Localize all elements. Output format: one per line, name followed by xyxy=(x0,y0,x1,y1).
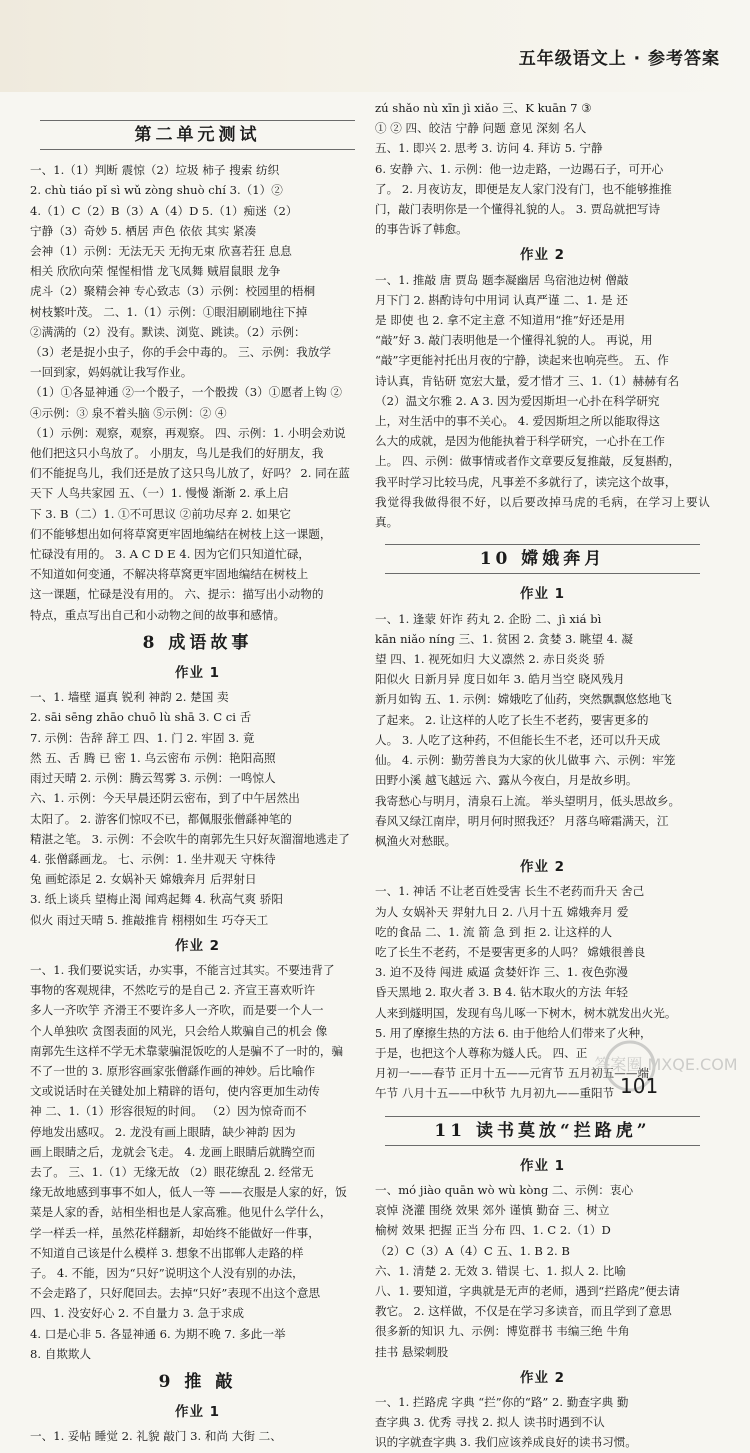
answer-line: 4.（1）C（2）B（3）A（4）D 5.（1）痴迷（2） xyxy=(30,203,298,218)
answer-line: 缘无故地感到事事不如人，低人一等 ——衣服是人家的好，饭 xyxy=(30,1185,347,1200)
answer-line: 忙碌没有用的。 3. A C D E 4. 因为它们只知道忙碌， xyxy=(30,547,311,562)
answer-line: 我寄愁心与明月，清泉石上流。 举头望明月，低头思故乡。 xyxy=(375,793,681,808)
answer-line: 四、1. 没安好心 2. 不自量力 3. 急于求成 xyxy=(30,1306,244,1321)
answer-line: 上。 四、示例：做事情或者作文章要反复推敲，反复斟酌， xyxy=(375,454,681,469)
watermark-text: 答案圈 MXQE.COM xyxy=(594,1055,738,1074)
unit10-hw1-answers xyxy=(375,609,710,851)
answer-line: 为人 女娲补天 羿射九日 2. 八月十五 嫦娥奔月 爱 xyxy=(375,904,629,919)
unit9-hw1-title: 作业 1 xyxy=(174,1404,221,1421)
answer-line: 会神（1）示例：无法无天 无拘无束 欣喜若狂 息息 xyxy=(30,244,292,259)
answer-line: 很多新的知识 九、示例：博览群书 韦编三绝 牛角 xyxy=(375,1324,630,1339)
answer-line: 们不能够想出如何将草窝更牢固地编结在树枝上这一课题， xyxy=(30,526,332,541)
answer-line: 事物的客观规律，不然吃亏的是自己 2. 齐宣王喜欢听许 xyxy=(30,983,316,998)
unit11-hw1-answers xyxy=(375,1180,710,1362)
answer-line: 月下门 2. 斟酌诗句中用词 认真严谨 二、1. 是 还 xyxy=(375,292,628,307)
answer-line: 我平时学习比较马虎，凡事差不多就行了，读完这个故事， xyxy=(375,474,677,489)
page-header: 五年级语文上 · 参考答案 xyxy=(518,49,720,69)
answer-line: 多人一齐吹竽 齐滑王不要许多人一齐吹，而是要一个人一 xyxy=(30,1003,324,1018)
answer-line: 昏天黑地 2. 取火者 3. B 4. 钻木取火的方法 年轻 xyxy=(375,985,629,1000)
answer-line: 了。 2. 月夜访友，即便是友人家门没有门，也不能够推推 xyxy=(375,181,672,196)
answer-line: 一、1. 逢蒙 奸诈 药丸 2. 企盼 二、jì xiá bì xyxy=(375,611,602,626)
answer-line: 树枝繁叶茂。 二、1.（1）示例：①眼泪刷刷地往下掉 xyxy=(30,304,308,319)
unit10-hw2-title: 作业 2 xyxy=(519,859,566,876)
answer-line: 新月如钩 五、1. 示例：嫦娥吃了仙药，突然飘飘悠悠地飞 xyxy=(375,692,672,707)
answer-line: 4. 口是心非 5. 各显神通 6. 为期不晚 7. 多此一举 xyxy=(30,1326,286,1341)
answer-line: 于是，也把这个人尊称为燧人氏。 四、正 xyxy=(375,1045,588,1060)
answer-line: （2）C（3）A（4）C 五、1. B 2. B xyxy=(375,1243,570,1258)
answer-line: 这一课题，忙碌是没有用的。 六、提示：描写出小动物的 xyxy=(30,587,324,602)
answer-line: 天下 人鸟共家园 五、（一）1. 慢慢 渐渐 2. 承上启 xyxy=(30,486,289,501)
answer-line: 一、mó jiào quān wò wù kòng 二、示例：衷心 xyxy=(375,1182,634,1197)
answer-line: 挂书 悬梁刺股 xyxy=(375,1344,449,1359)
answer-line: 不会走路了，只好爬回去。去掉“只好”表现不出这个意思 xyxy=(30,1286,321,1301)
right-column xyxy=(375,98,710,1453)
answer-line: 一、1. 我们要说实话，办实事，不能言过其实。不要违背了 xyxy=(30,962,335,977)
answer-line: 是 即使 也 2. 拿不定主意 不知道用“推”好还是用 xyxy=(375,313,626,328)
unit8-hw1-title: 作业 1 xyxy=(174,665,221,682)
unit8-hw2-answers xyxy=(30,960,365,1364)
answer-line: 吃的食品 二、1. 流 箭 急 到 拒 2. 让这样的人 xyxy=(375,924,613,939)
answer-line: 仙。 4. 示例：勤劳善良为大家的伙儿做事 六、示例：牢笼 xyxy=(375,753,676,768)
answer-line: 午节 八月十五——中秋节 九月初九——重阳节 xyxy=(375,1086,615,1101)
answer-line: 兔 画蛇添足 2. 女娲补天 嫦娥奔月 后羿射日 xyxy=(30,872,257,887)
answer-line: 雨过天晴 2. 示例：腾云驾雾 3. 示例：一鸣惊人 xyxy=(30,771,276,786)
answer-line: 枫渔火对愁眠。 xyxy=(375,833,457,848)
answer-line: 识的字就查字典 3. 我们应该养成良好的读书习惯。 xyxy=(375,1435,637,1450)
answer-line: 一、1. 墙壁 逼真 锐利 神韵 2. 楚国 卖 xyxy=(30,690,229,705)
answer-line: 六、1. 示例：今天早晨还阴云密布，到了中午居然出 xyxy=(30,791,300,806)
answer-line: 南郭先生这样不学无术靠蒙骗混饭吃的人是骗不了一时的，骗 xyxy=(30,1043,344,1058)
answer-line: zú shǎo nù xīn jì xiǎo 三、K kuān 7 ③ xyxy=(375,101,592,115)
unit2-title: 第二单元测试 xyxy=(40,120,355,150)
answer-line: 菜是人家的香，站相坐相也是人家高雅。他见什么学什么， xyxy=(30,1205,332,1220)
answer-line: ②满满的（2）没有。默读、浏览、跳读。（2）示例： xyxy=(30,324,306,339)
answer-line: 文或说话时在关键处加上精辟的语句，使内容更加生动传 xyxy=(30,1084,320,1099)
answer-line: 精湛之笔。 3. 示例：不会吹牛的南郭先生只好灰溜溜地逃走了 xyxy=(30,831,350,846)
answer-line: 一回到家，妈妈就让我写作业。 xyxy=(30,365,193,380)
answer-line: 特点，重点写出自己和小动物之间的故事和感情。 xyxy=(30,607,286,622)
answer-line: 2. sāi sēng zhāo chuō lù shā 3. C ci 舌 xyxy=(30,710,252,725)
answer-line: 子。 4. 不能，因为“只好”说明这个人没有别的办法， xyxy=(30,1265,304,1280)
answer-line: 宁静（3）奇妙 5. 栖居 声色 依依 其实 紧凑 xyxy=(30,223,257,238)
page-number: 101 xyxy=(620,1074,659,1098)
answer-line: （3）老是捉小虫子，你的手会中毒的。 三、示例：我放学 xyxy=(30,345,331,360)
answer-line: 然 五、舌 腾 已 密 1. 乌云密布 示例：艳阳高照 xyxy=(30,750,276,765)
answer-line: “敲”好 3. 敲门表明他是一个懂得礼貌的人。 再说，用 xyxy=(375,333,653,348)
answer-line: 田野小溪 越飞越远 六、露从今夜白，月是故乡明。 xyxy=(375,773,638,788)
answer-line: 一、1. 推敲 唐 贾岛 题李凝幽居 鸟宿池边树 僧敲 xyxy=(375,272,629,287)
answer-line: 上，对生活中的事不关心。 4. 爱因斯坦之所以能取得这 xyxy=(375,414,661,429)
answer-line: 望 四、1. 视死如归 大义凛然 2. 赤日炎炎 骄 xyxy=(375,652,605,667)
answer-line: 查字典 3. 优秀 寻找 2. 拟人 读书时遇到不认 xyxy=(375,1415,605,1430)
answer-line: 不知道如何变通，不解决将草窝更牢固地编结在树枝上 xyxy=(30,567,309,582)
answer-line: 人来到燧明国，发现有鸟儿啄一下树木，树木就发出火光。 xyxy=(375,1005,677,1020)
answer-line: 4. 张僧繇画龙。 七、示例：1. 坐井观天 守株待 xyxy=(30,851,276,866)
answer-line: 门，敲门表明你是一个懂得礼貌的人。 3. 贾岛就把写诗 xyxy=(375,202,661,217)
unit9-title: 9 推 敲 xyxy=(158,1371,237,1392)
unit9-hw2-answers xyxy=(375,270,710,533)
unit10-title: 10 嫦娥奔月 xyxy=(385,544,700,574)
answer-line: 下 3. B（二）1. ①不可思议 ②前功尽弃 2. 如果它 xyxy=(30,506,291,521)
answer-line: 他们把这只小鸟放了。 小朋友，鸟儿是我们的好朋友，我 xyxy=(30,446,324,461)
unit8-hw2-title: 作业 2 xyxy=(174,937,221,954)
answer-line: 画上眼睛之后，龙就会飞走。 4. 龙画上眼睛后就腾空而 xyxy=(30,1144,316,1159)
answer-line: 3. 纸上谈兵 望梅止渴 闻鸡起舞 4. 秋高气爽 骄阳 xyxy=(30,892,283,907)
answer-line: 去了。 三、1.（1）无缘无故 （2）眼花缭乱 2. 经常无 xyxy=(30,1164,314,1179)
answer-line: 3. 迫不及待 闯进 威逼 贪婪奸诈 三、1. 夜色弥漫 xyxy=(375,965,628,980)
answer-line: 阳似火 日新月异 度日如年 3. 皓月当空 晓风残月 xyxy=(375,672,625,687)
answer-line: 么大的成就，是因为他能执着于科学研究，一心扑在工作 xyxy=(375,434,665,449)
unit11-hw2-title: 作业 2 xyxy=(519,1369,566,1386)
answer-line: （1）示例：观察，观察，再观察。 四、示例：1. 小明会劝说 xyxy=(30,425,346,440)
left-column xyxy=(30,108,365,1447)
answer-line: 2. chù tiáo pǐ sì wǔ zòng shuò chí 3.（1）② xyxy=(30,183,283,198)
answer-line: 八、1. 要知道，字典就是无声的老师，遇到“拦路虎”便去请 xyxy=(375,1283,680,1298)
unit8-title: 8 成语故事 xyxy=(142,632,253,653)
answer-line: 六、1. 清楚 2. 无效 3. 错误 七、1. 拟人 2. 比喻 xyxy=(375,1263,626,1278)
answer-line: 诗认真，肯钻研 宽宏大量，爱才惜才 三、1.（1）赫赫有名 xyxy=(375,373,680,388)
answer-line: 春风又绿江南岸，明月何时照我还？ 月落乌啼霜满天，江 xyxy=(375,813,669,828)
answer-line: 太阳了。 2. 游客们惊叹不已，都佩服张僧繇神笔的 xyxy=(30,811,292,826)
unit10-hw1-title: 作业 1 xyxy=(519,586,566,603)
answer-line: 5. 用了摩擦生热的方法 6. 由于他给人们带来了火种， xyxy=(375,1025,652,1040)
answer-line: 月初一——春节 正月十五——元宵节 五月初五——端 xyxy=(375,1066,650,1081)
answer-line: 一、1. 妥帖 睡觉 2. 礼貌 敲门 3. 和尚 大街 二、 xyxy=(30,1429,282,1444)
answer-line: 停地发出感叹。 2. 龙没有画上眼睛，缺少神韵 因为 xyxy=(30,1124,296,1139)
answer-line: kān niǎo níng 三、1. 贫困 2. 贪婪 3. 眺望 4. 凝 xyxy=(375,631,633,646)
answer-line: （2）温文尔雅 2. A 3. 因为爱因斯坦一心扑在科学研究 xyxy=(375,393,660,408)
answer-line: 们不能捉鸟儿，我们还是放了这只鸟儿放了，好吗？ 2. 同在蓝 xyxy=(30,466,350,481)
unit8-hw1-answers xyxy=(30,687,365,929)
answer-line: 人。 3. 人吃了这种药，不但能长生不老，还可以升天成 xyxy=(375,732,661,747)
answer-line: 我觉得我做得很不好，以后要改掉马虎的毛病，在学习上要认真。 xyxy=(375,494,710,530)
unit11-hw1-title: 作业 1 xyxy=(519,1157,566,1174)
answer-line: 一、1.（1）判断 震惊（2）垃圾 柿子 搜索 纺织 xyxy=(30,163,280,178)
answer-line: 相关 欣欣向荣 惺惺相惜 龙飞凤舞 贼眉鼠眼 龙争 xyxy=(30,264,281,279)
answer-line: 哀悼 浇灌 围绕 效果 郊外 谨慎 勤奋 三、树立 xyxy=(375,1203,610,1218)
unit2-answers xyxy=(30,160,365,625)
answer-line: 的事告诉了韩愈。 xyxy=(375,222,468,237)
answer-line: 了起来。 2. 让这样的人吃了长生不老药，要害更多的 xyxy=(375,712,649,727)
answer-line: 7. 示例：告辞 辞工 四、1. 门 2. 牢固 3. 竟 xyxy=(30,730,255,745)
unit11-title: 11 读书莫放“拦路虎” xyxy=(385,1116,700,1146)
answer-line: ④示例：③ 泉不着头脑 ⑤示例：② ④ xyxy=(30,405,227,420)
answer-line: 吃了长生不老药，不是要害更多的人吗？ 嫦娥很善良 xyxy=(375,944,646,959)
answer-line: （1）①各显神通 ②一个骰子，一个骰拨（3）①愿者上钩 ② xyxy=(30,385,342,400)
answer-line: 不了一世的 3. 原形容画家张僧繇作画的神妙。后比喻作 xyxy=(30,1063,316,1078)
answer-line: 一、1. 拦路虎 字典 “拦”你的“路” 2. 勤查字典 勤 xyxy=(375,1394,629,1409)
answer-line: 一、1. 神话 不让老百姓受害 长生不老药而升天 舍己 xyxy=(375,884,645,899)
unit9-hw2-title: 作业 2 xyxy=(519,247,566,264)
answer-line: 6. 安静 六、1. 示例：他一边走路，一边踢石子，可开心 xyxy=(375,161,664,176)
answer-line: 五、1. 即兴 2. 思考 3. 访问 4. 拜访 5. 宁静 xyxy=(375,141,603,156)
unit9-hw1-continued xyxy=(375,98,710,239)
answer-line: 神 二、1.（1）形容很短的时间。 （2）因为惊奇而不 xyxy=(30,1104,307,1119)
answer-line: 不知道自己该是什么模样 3. 想象不出邯郸人走路的样 xyxy=(30,1245,304,1260)
answer-line: 学一样丢一样，虽然花样翻新，却始终不能做好一件事， xyxy=(30,1225,320,1240)
answer-line: ① ② 四、皎洁 宁静 问题 意见 深刻 名人 xyxy=(375,121,587,136)
answer-line: 榆树 效果 把握 正当 分布 四、1. C 2.（1）D xyxy=(375,1223,611,1238)
answer-line: 8. 自欺欺人 xyxy=(30,1346,92,1361)
answer-line: 虎斗（2）聚精会神 专心致志（3）示例：校园里的梧桐 xyxy=(30,284,316,299)
unit9-hw1-answers xyxy=(30,1426,365,1446)
answer-line: “敲”字更能衬托出月夜的宁静，读起来也响亮些。 五、作 xyxy=(375,353,669,368)
unit11-hw2-answers xyxy=(375,1392,710,1453)
answer-line: 似火 雨过天晴 5. 推敲推肯 栩栩如生 巧夺天工 xyxy=(30,912,269,927)
answer-line: 个人单独吹 贪图表面的风光，只会给人欺骗自己的机会 像 xyxy=(30,1023,328,1038)
answer-line: 教它。 2. 这样做，不仅是在学习多读音，而且学到了意思 xyxy=(375,1304,672,1319)
